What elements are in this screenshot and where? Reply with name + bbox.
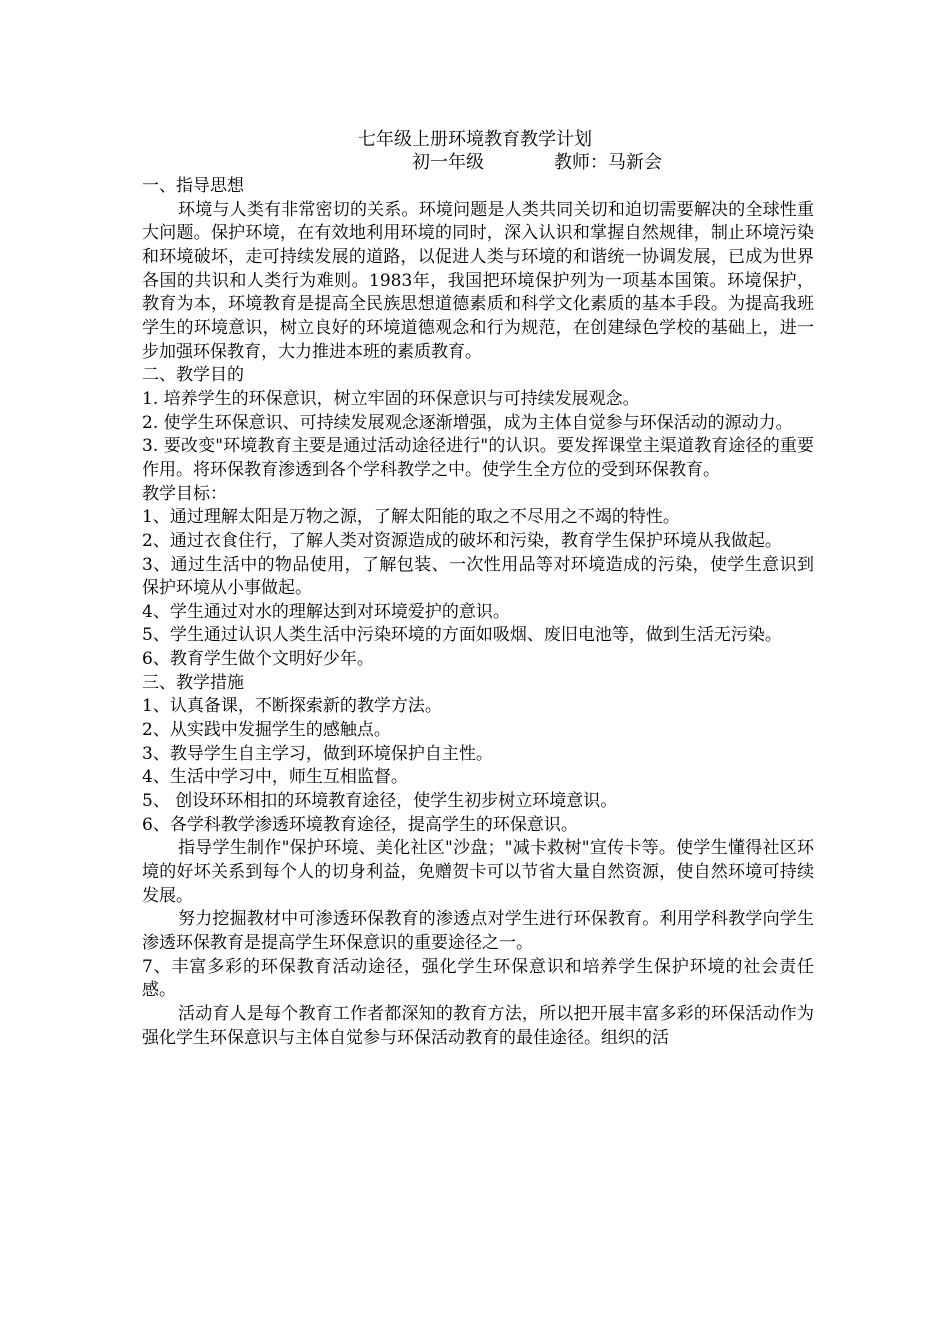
- paragraph: 指导学生制作"保护环境、美化社区"沙盘；"减卡救树"宣传卡等。使学生懂得社区环境的好坏关系到每个人的切身利益，免赠贺卡可以节省大量自然资源，使自然环境可持续发展。: [142, 838, 814, 906]
- paragraph: 5、 创设环环相扣的环境教育途径，使学生初步树立环境意识。: [142, 791, 618, 812]
- paragraph: 3、通过生活中的物品使用，了解包装、一次性用品等对环境造成的污染，使学生意识到保护环境从小事做起。: [142, 554, 814, 599]
- paragraph: 二、教学目的: [142, 365, 244, 386]
- document-title: 七年级上册环境教育教学计划: [358, 129, 592, 150]
- paragraph: 3、教导学生自主学习，做到环境保护自主性。: [142, 743, 493, 764]
- paragraph: 6、各学科教学渗透环境教育途径，提高学生的环保意识。: [142, 814, 578, 835]
- paragraph: 努力挖掘教材中可渗透环保教育的渗透点对学生进行环保教育。利用学科教学向学生渗透环保教育是提高学生环保意识的重要途径之一。: [142, 909, 814, 953]
- paragraph: 一、指导思想: [142, 176, 244, 196]
- grade-label: 初一年级: [412, 152, 484, 173]
- teacher-label: 教师：马新会: [554, 152, 662, 173]
- paragraph: 4、学生通过对水的理解达到对环境爱护的意识。: [142, 601, 510, 622]
- paragraph: 6、教育学生做个文明好少年。: [142, 649, 374, 670]
- paragraph: 5、学生通过认识人类生活中污染环境的方面如吸烟、废旧电池等，做到生活无污染。: [142, 625, 782, 646]
- document-body: [142, 175, 814, 1050]
- document-subtitle: [412, 151, 662, 175]
- paragraph: 4、生活中学习中，师生互相监督。: [142, 767, 408, 788]
- paragraph: 1、认真备课，不断探索新的教学方法。: [142, 696, 442, 717]
- paragraph: 3. 要改变"环境教育主要是通过活动途径进行"的认识。要发挥课堂主渠道教育途径的重要作用。将环保教育渗透到各个学科教学之中。使学生全方位的受到环保教育。: [142, 436, 814, 480]
- paragraph: 环境与人类有非常密切的关系。环境问题是人类共同关切和迫切需要解决的全球性重大问题。保护环境，在有效地利用环境的同时，深入认识和掌握自然规律，制止环境污染和环境破坏，走可持续发展的道路，以促进人类与环境的和谐统一协调发展，已成为世界各国的共识和人类行为难则。1983年，我国把环境保护列为一项基本国策。环境保护，教育为本，环境教育是提高全民族思想道德素质和科学文化素质的基本手段。为提高我班学生的环境意识，树立良好的环境道德观念和行为规范，在创建绿色学校的基础上，进一步加强环保教育，大力推进本班的素质教育。: [142, 199, 814, 362]
- paragraph: 2、通过衣食住行，了解人类对资源造成的破坏和污染，教育学生保护环境从我做起。: [142, 530, 782, 551]
- paragraph: 三、教学措施: [142, 672, 244, 693]
- paragraph: 活动育人是每个教育工作者都深知的教育方法，所以把开展丰富多彩的环保活动作为强化学生环保意识与主体自觉参与环保活动教育的最佳途径。组织的活: [142, 1003, 814, 1048]
- paragraph: 教学目标：: [142, 483, 227, 504]
- paragraph: 2、从实践中发掘学生的感触点。: [142, 720, 391, 741]
- paragraph: 2. 使学生环保意识、可持续发展观念逐渐增强，成为主体自觉参与环保活动的源动力。: [142, 412, 793, 433]
- paragraph: 1. 培养学生的环保意识，树立牢固的环保意识与可持续发展观念。: [142, 388, 640, 409]
- paragraph: 7、丰富多彩的环保教育活动途径，强化学生环保意识和培养学生保护环境的社会责任感。: [142, 956, 814, 1001]
- paragraph: 1、通过理解太阳是万物之源，了解太阳能的取之不尽用之不竭的特性。: [142, 507, 680, 528]
